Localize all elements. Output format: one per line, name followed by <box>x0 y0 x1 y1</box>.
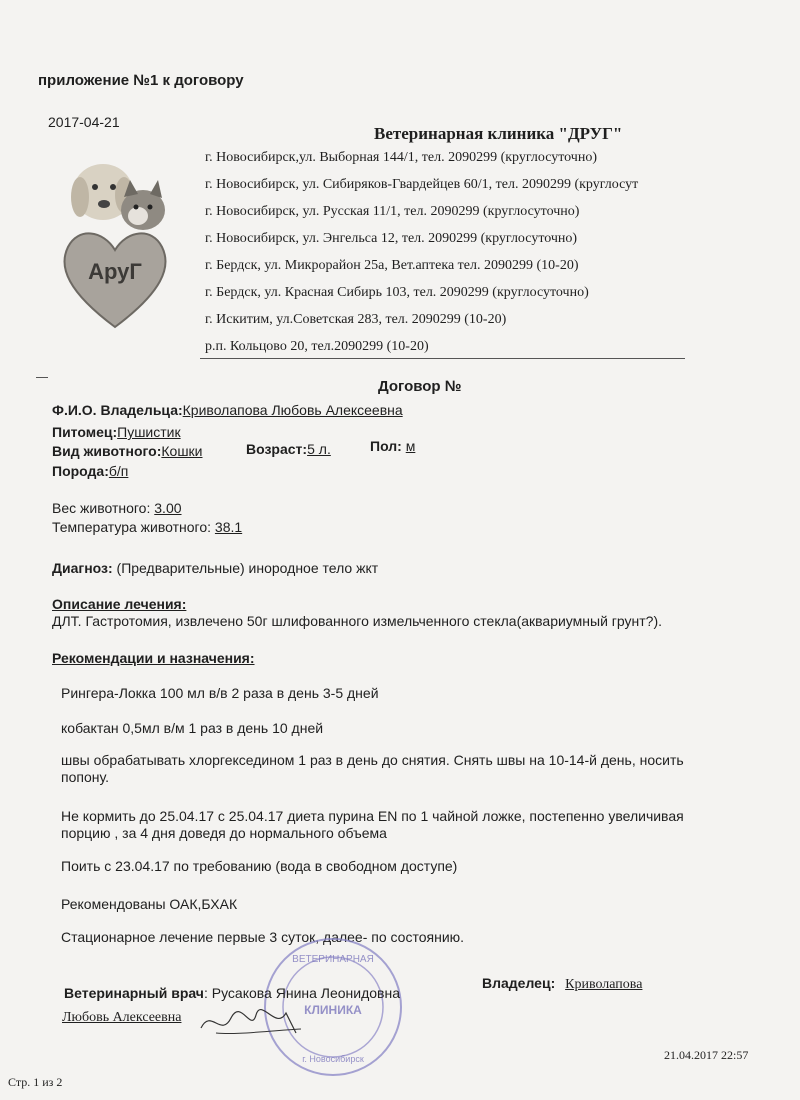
age-value: 5 л. <box>307 441 331 457</box>
owner-signature-row <box>482 975 642 993</box>
diagnosis-label: Диагноз: <box>52 560 113 576</box>
vet-row <box>64 985 400 1001</box>
recommendation-item-3: швы обрабатывать хлоргекседином 1 раз в день до снятия. Снять швы на 10-14-й день, носить попону. <box>61 752 684 785</box>
sex-value: м <box>405 438 416 454</box>
header-divider <box>200 358 685 359</box>
owner-label: Ф.И.О. Владельца: <box>52 402 183 418</box>
age-label: Возраст: <box>246 441 308 457</box>
contract-title: Договор № <box>378 378 462 395</box>
pet-label: Питомец: <box>52 424 118 440</box>
species-row <box>52 443 203 459</box>
sex-label: Пол: <box>370 438 402 454</box>
recommendation-item-5: Поить с 23.04.17 по требованию (вода в свободном доступе) <box>61 858 458 874</box>
sex-row <box>370 438 415 454</box>
weight-value: 3.00 <box>154 500 182 516</box>
recommendation-item-1: Рингера-Локка 100 мл в/в 2 раза в день 3-5 дней <box>61 685 379 701</box>
breed-row <box>52 463 128 479</box>
left-divider <box>36 377 48 378</box>
weight-row <box>52 500 182 516</box>
owner-row <box>52 402 403 418</box>
clinic-address-4: г. Новосибирск, ул. Энгельса 12, тел. 2090299 (круглосуточно) <box>205 231 578 246</box>
pet-row <box>52 424 181 440</box>
breed-value: б/п <box>108 463 129 479</box>
recommendation-item-7: Стационарное лечение первые 3 суток, далее- по состоянию. <box>61 929 465 945</box>
clinic-address-5: г. Бердск, ул. Микрорайон 25а, Вет.аптека тел. 2090299 (10-20) <box>205 258 579 273</box>
diagnosis-row <box>52 560 378 576</box>
recommendation-item-4: Не кормить до 25.04.17 с 25.04.17 диета пурина EN по 1 чайной ложке, постепенно увеличивая порцию , за 4 дня доведя до нормального объема <box>61 808 684 841</box>
clinic-address-7: г. Искитим, ул.Советская 283, тел. 2090299 (10-20) <box>205 312 507 327</box>
vet-signature <box>196 1003 306 1043</box>
svg-text:г. Новосибирск: г. Новосибирск <box>302 1054 364 1064</box>
species-label: Вид животного: <box>52 443 162 459</box>
temperature-label: Температура животного: <box>52 519 212 535</box>
weight-label: Вес животного: <box>52 500 151 516</box>
treatment-text: ДЛТ. Гастротомия, извлечено 50г шлифованного измельченного стекла(аквариумный грунт?). <box>52 613 662 629</box>
owner-signature-value: Криволапова <box>565 977 643 992</box>
owner-value: Криволапова Любовь Алексеевна <box>182 402 403 418</box>
svg-text:КЛИНИКА: КЛИНИКА <box>304 1003 362 1017</box>
clinic-address-2: г. Новосибирск, ул. Сибиряков-Гвардейцев 60/1, тел. 2090299 (круглосут <box>205 177 639 192</box>
svg-text:АруГ: АруГ <box>88 259 142 284</box>
svg-text:ВЕТЕРИНАРНАЯ: ВЕТЕРИНАРНАЯ <box>292 954 374 965</box>
clinic-logo <box>58 152 173 337</box>
page-number: Стр. 1 из 2 <box>8 1075 63 1089</box>
clinic-address-8: р.п. Кольцово 20, тел.2090299 (10-20) <box>205 339 429 354</box>
vet-name: : Русакова Янина Леонидовна <box>203 985 401 1001</box>
owner-signature-label: Владелец: <box>482 975 556 991</box>
owner-signature-value-continued: Любовь Алексеевна <box>62 1010 182 1025</box>
recommendation-item-6: Рекомендованы ОАК,БХАК <box>61 896 238 912</box>
clinic-address-3: г. Новосибирск, ул. Русская 11/1, тел. 2090299 (круглосуточно) <box>205 204 580 219</box>
species-value: Кошки <box>161 443 203 459</box>
temperature-row <box>52 519 242 535</box>
temperature-value: 38.1 <box>214 519 243 535</box>
breed-label: Порода: <box>52 463 109 479</box>
clinic-name: Ветеринарная клиника "ДРУГ" <box>374 124 623 143</box>
document-date: 2017-04-21 <box>48 114 120 130</box>
appendix-title: приложение №1 к договору <box>38 72 244 89</box>
clinic-address-1: г. Новосибирск,ул. Выборная 144/1, тел. 2090299 (круглосуточно) <box>205 150 598 165</box>
pet-value: Пушистик <box>117 424 181 440</box>
print-timestamp: 21.04.2017 22:57 <box>664 1048 749 1062</box>
recommendation-item-2: кобактан 0,5мл в/м 1 раз в день 10 дней <box>61 720 324 736</box>
treatment-heading: Описание лечения: <box>52 596 187 612</box>
clinic-address-6: г. Бердск, ул. Красная Сибирь 103, тел. 2090299 (круглосуточно) <box>205 285 589 300</box>
vet-label: Ветеринарный врач <box>64 985 204 1001</box>
age-row <box>246 441 331 457</box>
diagnosis-value: (Предварительные) инородное тело жкт <box>116 560 379 576</box>
recommendations-heading: Рекомендации и назначения: <box>52 650 255 666</box>
